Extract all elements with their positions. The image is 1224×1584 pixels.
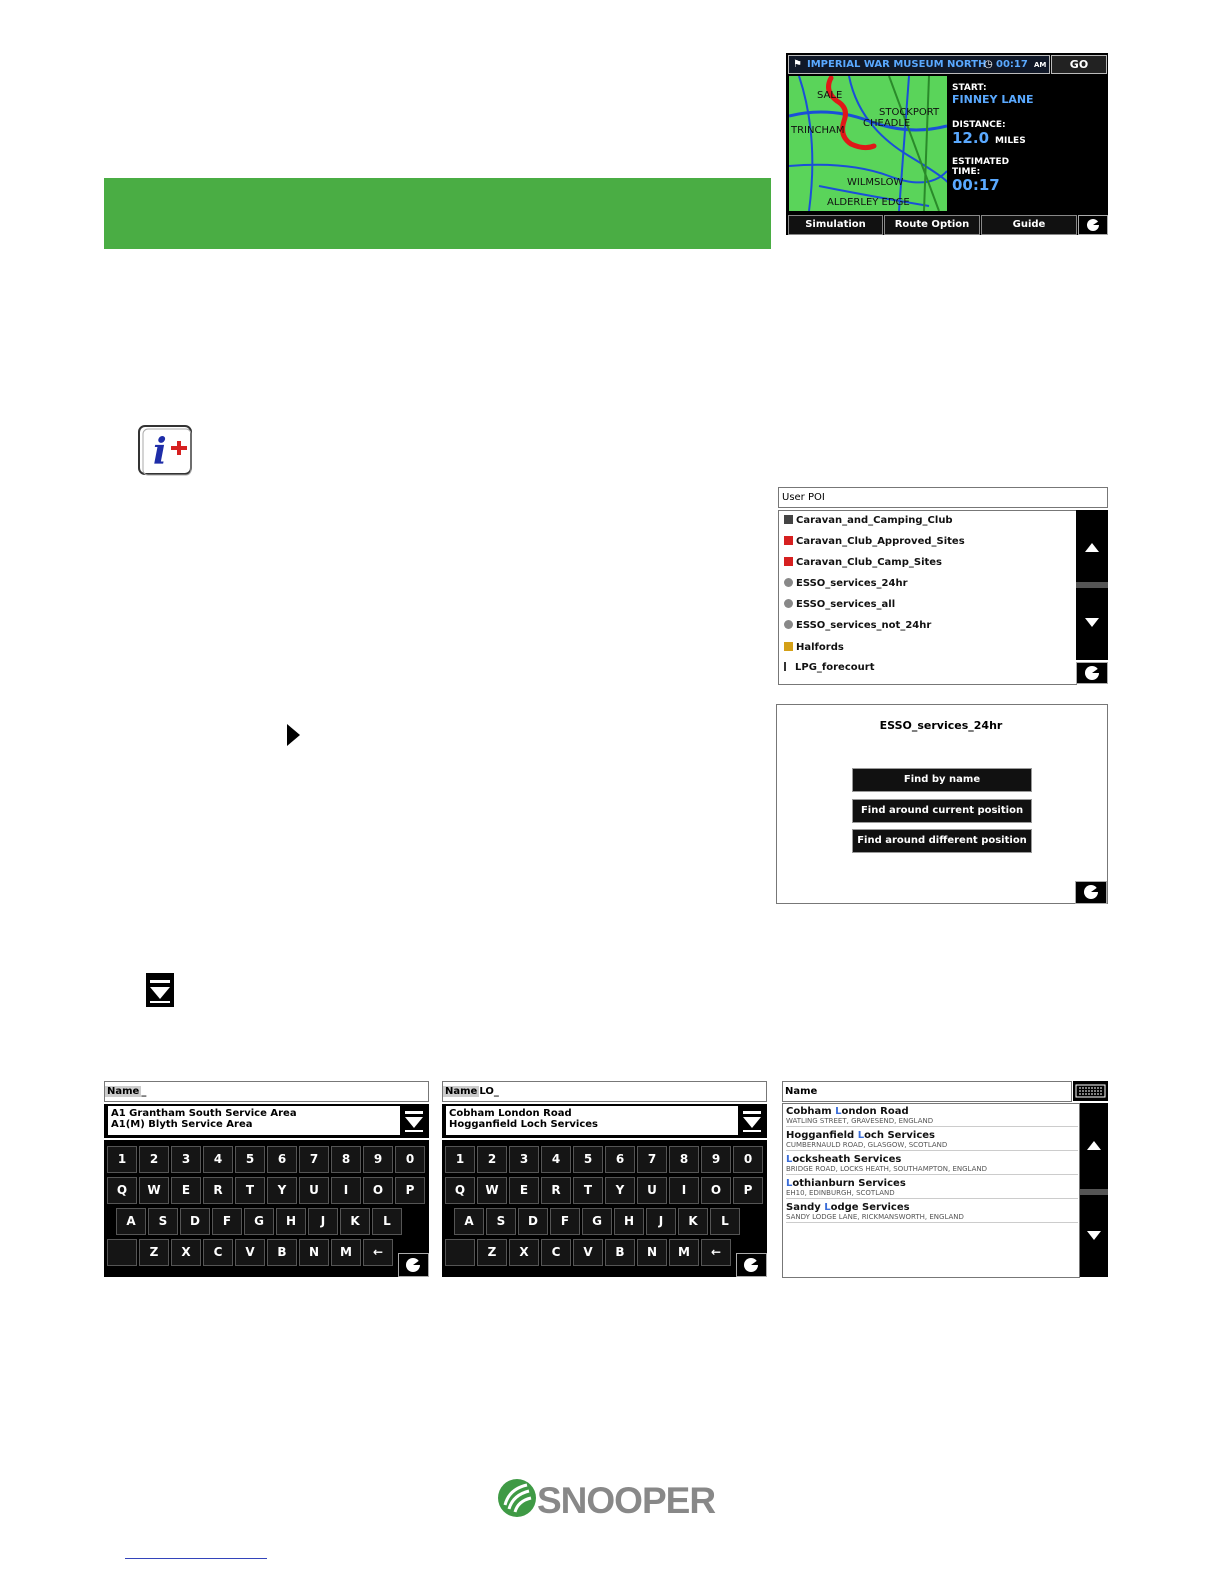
- key[interactable]: I: [669, 1177, 699, 1204]
- tab-guide[interactable]: Guide: [981, 215, 1077, 235]
- key[interactable]: U: [637, 1177, 667, 1204]
- result-address: CUMBERNAULD ROAD, GLASGOW, SCOTLAND: [786, 1141, 1078, 1151]
- key[interactable]: N: [299, 1239, 329, 1266]
- name-input[interactable]: [782, 1081, 1072, 1102]
- key[interactable]: X: [171, 1239, 201, 1266]
- key[interactable]: 8: [669, 1146, 699, 1173]
- search-results-screen: [782, 1081, 1108, 1277]
- back-button[interactable]: [398, 1253, 429, 1277]
- back-icon: [1079, 216, 1107, 234]
- key[interactable]: 5: [235, 1146, 265, 1173]
- list-item[interactable]: [784, 638, 844, 658]
- list-item-label: LPG_forecourt: [795, 662, 875, 673]
- key[interactable]: O: [701, 1177, 731, 1204]
- key[interactable]: M: [331, 1239, 361, 1266]
- key[interactable]: C: [203, 1239, 233, 1266]
- key[interactable]: 0: [733, 1146, 763, 1173]
- distance-label: DISTANCE:: [952, 120, 1006, 130]
- distance-value: 12.0: [952, 129, 990, 147]
- list-item[interactable]: [784, 511, 953, 531]
- name-input[interactable]: [442, 1081, 767, 1102]
- key[interactable]: V: [573, 1239, 603, 1266]
- key[interactable]: 4: [203, 1146, 233, 1173]
- key[interactable]: F: [212, 1208, 242, 1235]
- list-item[interactable]: [784, 616, 931, 636]
- key[interactable]: 1: [107, 1146, 137, 1173]
- key[interactable]: W: [477, 1177, 507, 1204]
- result-address: WATLING STREET, GRAVESEND, ENGLAND: [786, 1117, 1078, 1127]
- suggestion-bar: [104, 1104, 429, 1138]
- distance-unit: MILES: [995, 136, 1026, 146]
- dropdown-list-icon: [146, 973, 174, 1007]
- keyboard-screen-1: [104, 1081, 429, 1277]
- snooper-logo: [495, 1475, 717, 1520]
- poi-header: [778, 487, 1108, 508]
- result-name: [786, 1202, 1078, 1213]
- key[interactable]: 2: [477, 1146, 507, 1173]
- key[interactable]: N: [637, 1239, 667, 1266]
- key[interactable]: 6: [605, 1146, 635, 1173]
- scroll-down-icon[interactable]: [1087, 1231, 1101, 1240]
- arrow-right-icon: [287, 724, 300, 746]
- key[interactable]: G: [244, 1208, 274, 1235]
- tab-simulation[interactable]: Simulation: [788, 215, 883, 235]
- suggestion-box[interactable]: [446, 1106, 738, 1135]
- back-button[interactable]: [1075, 881, 1107, 904]
- key[interactable]: B: [267, 1239, 297, 1266]
- key[interactable]: Z: [477, 1239, 507, 1266]
- key[interactable]: 7: [299, 1146, 329, 1173]
- map-graphic: [789, 76, 947, 211]
- result-address: BRIDGE ROAD, LOCKS HEATH, SOUTHAMPTON, ENGLAND: [786, 1165, 1078, 1175]
- keyboard: [104, 1140, 429, 1277]
- key[interactable]: V: [235, 1239, 265, 1266]
- key[interactable]: 5: [573, 1146, 603, 1173]
- key[interactable]: A: [454, 1208, 484, 1235]
- result-address: EH10, EDINBURGH, SCOTLAND: [786, 1189, 1078, 1199]
- tab-route-option[interactable]: Route Option: [884, 215, 980, 235]
- scroll-divider: [1080, 1189, 1108, 1195]
- estimated-label: ESTIMATED: [952, 157, 1010, 167]
- flag-icon: ⚑: [793, 59, 802, 70]
- key[interactable]: O: [363, 1177, 393, 1204]
- estimated-time-value: 00:17: [952, 176, 1000, 194]
- keyboard-icon: [1073, 1081, 1108, 1101]
- keyboard-button[interactable]: [1073, 1081, 1108, 1101]
- back-icon: [1076, 882, 1106, 903]
- key[interactable]: 4: [541, 1146, 571, 1173]
- key[interactable]: X: [509, 1239, 539, 1266]
- result-name: [786, 1178, 1078, 1189]
- name-value: LO_: [479, 1086, 499, 1097]
- route-tabs: [786, 215, 1108, 235]
- key[interactable]: P: [733, 1177, 763, 1204]
- suggestion-item[interactable]: A1(M) Blyth Service Area: [111, 1119, 253, 1130]
- space-key[interactable]: [107, 1239, 137, 1266]
- map-label: TRINCHAM: [791, 125, 845, 136]
- destination-name: IMPERIAL WAR MUSEUM NORTH: [807, 59, 987, 70]
- list-item-label: Halfords: [796, 642, 844, 653]
- list-item[interactable]: [786, 1178, 1078, 1199]
- key[interactable]: W: [139, 1177, 169, 1204]
- key[interactable]: L: [372, 1208, 402, 1235]
- start-value: FINNEY LANE: [952, 93, 1034, 106]
- scroll-up-icon[interactable]: [1085, 543, 1099, 552]
- route-summary-screen: [786, 53, 1108, 235]
- key[interactable]: Q: [445, 1177, 475, 1204]
- start-label: START:: [952, 83, 987, 93]
- name-highlight: L: [786, 1178, 793, 1189]
- logo-icon: [495, 1475, 717, 1520]
- poi-category-icon: [784, 515, 793, 524]
- footer-link-underline: [125, 1558, 267, 1559]
- key[interactable]: J: [646, 1208, 676, 1235]
- name-label: Name: [107, 1086, 140, 1097]
- dropdown-list-icon[interactable]: [403, 1108, 425, 1134]
- time-label: TIME:: [952, 167, 981, 177]
- map-label: STOCKPORT: [879, 107, 940, 118]
- suggestion-bar: [442, 1104, 767, 1138]
- key[interactable]: 9: [701, 1146, 731, 1173]
- result-name: [786, 1130, 1078, 1141]
- map-label: SALE: [817, 90, 843, 101]
- name-part: och Services: [864, 1130, 935, 1141]
- key[interactable]: J: [308, 1208, 338, 1235]
- find-around-different-position-button[interactable]: Find around different position: [852, 829, 1032, 853]
- key[interactable]: D: [518, 1208, 548, 1235]
- result-address: SANDY LODGE LANE, RICKMANSWORTH, ENGLAND: [786, 1213, 1078, 1223]
- svg-text:i: i: [153, 431, 167, 473]
- poi-category-icon: [784, 557, 793, 566]
- key[interactable]: U: [299, 1177, 329, 1204]
- name-highlight: L: [857, 1130, 865, 1141]
- poi-list: [778, 510, 1077, 685]
- list-item[interactable]: [786, 1202, 1078, 1223]
- key[interactable]: F: [550, 1208, 580, 1235]
- poi-category-icon: [784, 599, 793, 608]
- key[interactable]: 0: [395, 1146, 425, 1173]
- key[interactable]: H: [276, 1208, 306, 1235]
- key[interactable]: D: [180, 1208, 210, 1235]
- key[interactable]: R: [203, 1177, 233, 1204]
- list-item-label: Caravan_Club_Camp_Sites: [796, 557, 943, 568]
- back-button[interactable]: [736, 1253, 767, 1277]
- section-heading-bar: [104, 178, 771, 249]
- arrival-time: 00:17: [996, 59, 1028, 70]
- go-button[interactable]: GO: [1051, 55, 1107, 74]
- name-label: Name: [785, 1086, 818, 1097]
- key[interactable]: Z: [139, 1239, 169, 1266]
- key[interactable]: H: [614, 1208, 644, 1235]
- key[interactable]: I: [331, 1177, 361, 1204]
- back-icon: [399, 1254, 428, 1276]
- poi-category-icon: [784, 662, 792, 671]
- ampm: AM: [1034, 61, 1047, 69]
- result-name: [786, 1154, 1078, 1165]
- poi-header-label: User POI: [782, 492, 825, 503]
- key[interactable]: 1: [445, 1146, 475, 1173]
- name-part: othianburn Services: [792, 1178, 906, 1189]
- list-item[interactable]: [786, 1106, 1078, 1127]
- map-label: WILMSLOW: [847, 177, 904, 188]
- poi-category-title: ESSO_services_24hr: [879, 719, 1003, 732]
- key[interactable]: S: [148, 1208, 178, 1235]
- list-item[interactable]: [784, 574, 908, 594]
- key[interactable]: 3: [171, 1146, 201, 1173]
- suggestion-box[interactable]: [108, 1106, 400, 1135]
- key[interactable]: P: [395, 1177, 425, 1204]
- map-label: CHEADLE: [863, 118, 911, 129]
- key[interactable]: A: [116, 1208, 146, 1235]
- info-plus-icon: [137, 424, 193, 476]
- logo-text: SNOOPER: [537, 1480, 716, 1520]
- key[interactable]: T: [235, 1177, 265, 1204]
- poi-scrollbar[interactable]: [1076, 510, 1108, 660]
- poi-category-icon: [784, 536, 793, 545]
- name-label: Name: [445, 1086, 478, 1097]
- name-part: odge Services: [830, 1202, 910, 1213]
- name-part: Hogganfield: [786, 1130, 858, 1141]
- key[interactable]: B: [605, 1239, 635, 1266]
- key[interactable]: Y: [267, 1177, 297, 1204]
- back-button[interactable]: [1078, 215, 1108, 235]
- name-highlight: L: [786, 1154, 793, 1165]
- key[interactable]: E: [171, 1177, 201, 1204]
- name-highlight: L: [835, 1106, 842, 1117]
- key[interactable]: R: [541, 1177, 571, 1204]
- map-label: ALDERLEY EDGE: [827, 197, 910, 208]
- distance-row: [952, 130, 1102, 149]
- key[interactable]: E: [509, 1177, 539, 1204]
- list-item-label: Caravan_and_Camping_Club: [796, 515, 953, 526]
- route-info-panel: [952, 83, 1102, 193]
- dropdown-list-icon[interactable]: [741, 1108, 763, 1134]
- destination-bar: [788, 55, 1050, 74]
- key[interactable]: 7: [637, 1146, 667, 1173]
- list-item[interactable]: [784, 595, 895, 615]
- key[interactable]: L: [710, 1208, 740, 1235]
- scroll-divider: [1076, 582, 1108, 588]
- list-item-label: Caravan_Club_Approved_Sites: [796, 536, 965, 547]
- key[interactable]: G: [582, 1208, 612, 1235]
- name-part: Sandy: [786, 1202, 825, 1213]
- name-value: _: [141, 1086, 147, 1097]
- poi-search-options-screen: [776, 704, 1108, 904]
- poi-category-icon: [784, 578, 793, 587]
- find-by-name-button[interactable]: Find by name: [852, 768, 1032, 792]
- key[interactable]: 3: [509, 1146, 539, 1173]
- name-part: ondon Road: [841, 1106, 909, 1117]
- list-item[interactable]: [784, 532, 965, 552]
- back-button[interactable]: [1076, 662, 1108, 684]
- poi-category-icon: [784, 642, 793, 651]
- list-item-label: ESSO_services_24hr: [796, 578, 908, 589]
- suggestion-item[interactable]: Cobham London Road: [449, 1108, 572, 1119]
- key[interactable]: C: [541, 1239, 571, 1266]
- list-item[interactable]: [784, 658, 874, 678]
- key[interactable]: K: [678, 1208, 708, 1235]
- user-poi-screen: [778, 487, 1108, 684]
- key[interactable]: 2: [139, 1146, 169, 1173]
- name-highlight: L: [824, 1202, 831, 1213]
- results-list: [782, 1103, 1080, 1278]
- suggestion-item[interactable]: Hogganfield Loch Services: [449, 1119, 598, 1130]
- poi-category-icon: [784, 620, 793, 629]
- space-key[interactable]: [445, 1239, 475, 1266]
- keyboard: [442, 1140, 767, 1277]
- key[interactable]: T: [573, 1177, 603, 1204]
- list-item-label: ESSO_services_not_24hr: [796, 620, 932, 631]
- back-icon: [737, 1254, 766, 1276]
- scroll-up-icon[interactable]: [1087, 1141, 1101, 1150]
- scroll-down-icon[interactable]: [1085, 618, 1099, 627]
- route-map[interactable]: [789, 76, 947, 211]
- name-part: ocksheath Services: [792, 1154, 902, 1165]
- key[interactable]: 8: [331, 1146, 361, 1173]
- name-input[interactable]: [104, 1081, 429, 1102]
- find-around-current-position-button[interactable]: Find around current position: [852, 799, 1032, 823]
- list-item[interactable]: [786, 1130, 1078, 1151]
- back-icon: [1077, 663, 1107, 683]
- list-item[interactable]: [786, 1154, 1078, 1175]
- name-part: Cobham: [786, 1106, 836, 1117]
- key[interactable]: Q: [107, 1177, 137, 1204]
- key[interactable]: S: [486, 1208, 516, 1235]
- key[interactable]: M: [669, 1239, 699, 1266]
- backspace-key[interactable]: ←: [701, 1239, 731, 1266]
- key[interactable]: 6: [267, 1146, 297, 1173]
- key[interactable]: Y: [605, 1177, 635, 1204]
- key[interactable]: K: [340, 1208, 370, 1235]
- key[interactable]: 9: [363, 1146, 393, 1173]
- result-name: [786, 1106, 1078, 1117]
- suggestion-item[interactable]: A1 Grantham South Service Area: [111, 1108, 297, 1119]
- list-item-label: ESSO_services_all: [796, 599, 896, 610]
- clock-icon: ◷: [984, 59, 993, 70]
- keyboard-screen-2: [442, 1081, 767, 1277]
- results-scrollbar[interactable]: [1080, 1103, 1108, 1277]
- list-item[interactable]: [784, 553, 942, 573]
- backspace-key[interactable]: ←: [363, 1239, 393, 1266]
